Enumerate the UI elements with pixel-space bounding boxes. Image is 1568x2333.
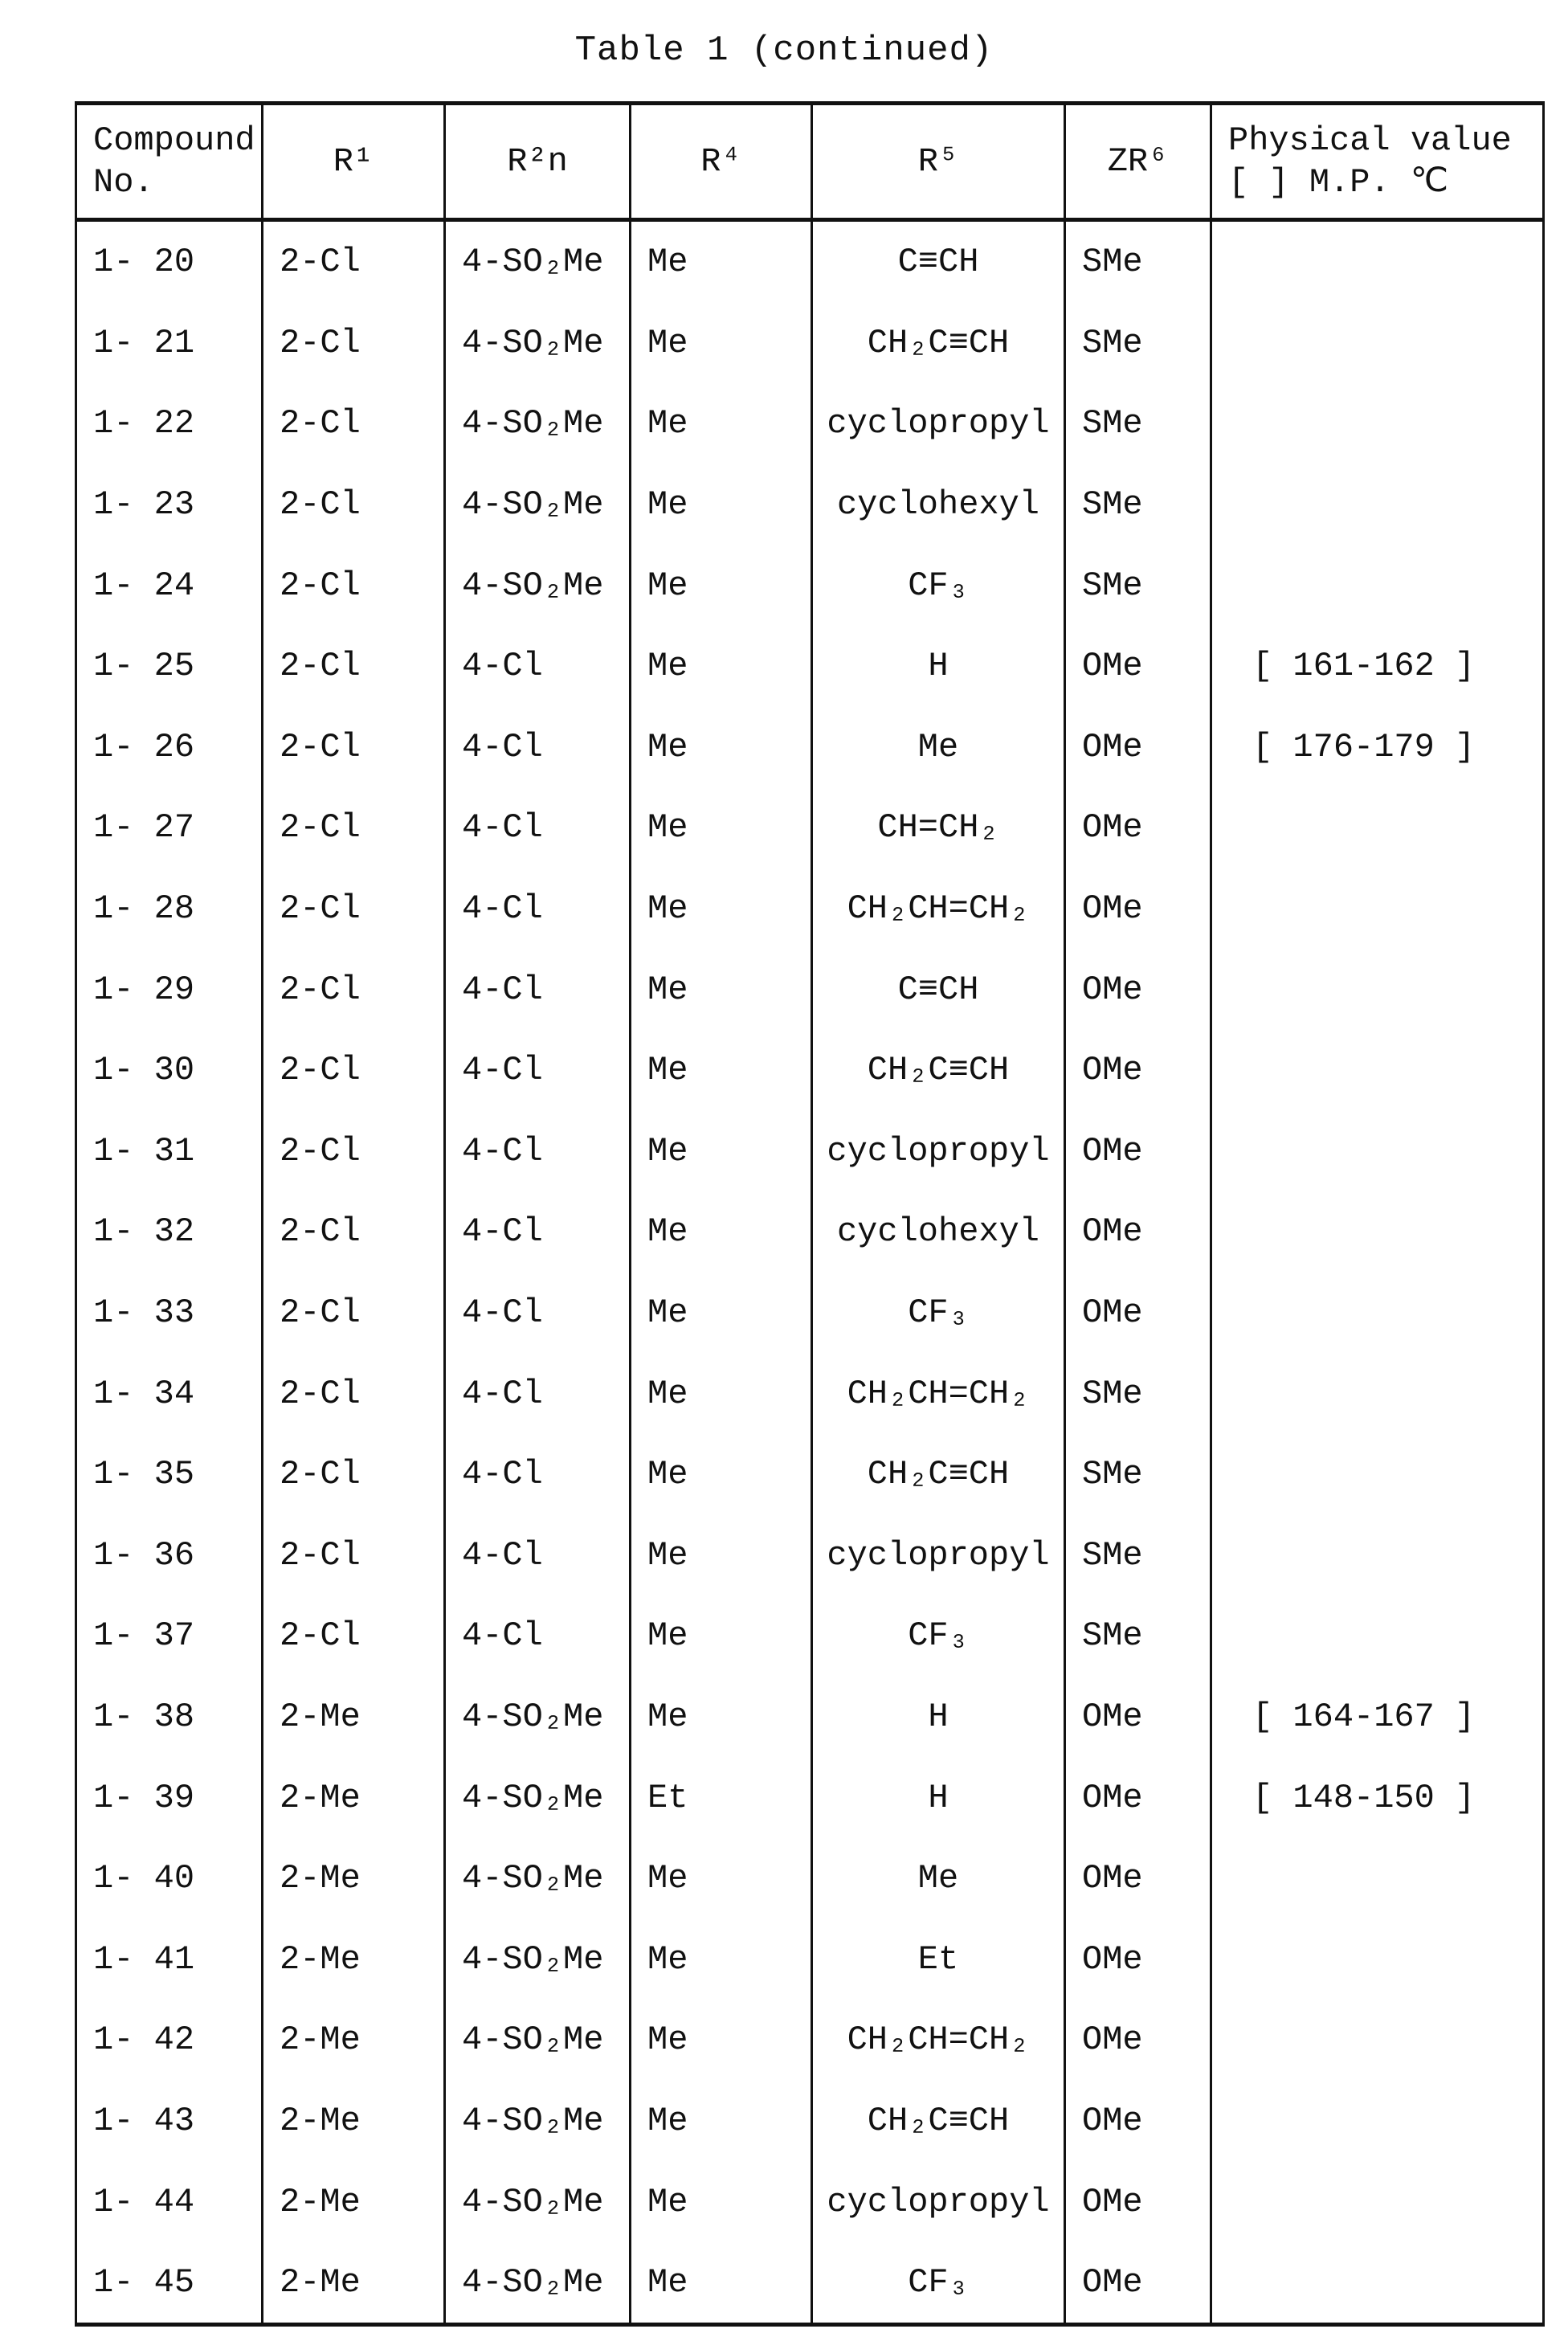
cell-physical-value bbox=[1211, 1596, 1544, 1677]
cell-r5: H bbox=[812, 626, 1065, 707]
table-row bbox=[76, 1918, 1544, 2000]
cell-r4: Me bbox=[631, 1273, 812, 1354]
cell-r1: 2-Me bbox=[263, 2081, 445, 2162]
table-row bbox=[76, 1515, 1544, 1596]
cell-r1: 2-Me bbox=[263, 1918, 445, 2000]
cell-r4: Me bbox=[631, 2161, 812, 2242]
cell-r5: CH₂C≡CH bbox=[812, 1434, 1065, 1515]
table-row bbox=[76, 303, 1544, 384]
cell-compound-no: 1- 38 bbox=[76, 1677, 263, 1758]
table-row bbox=[76, 868, 1544, 950]
cell-r1: 2-Me bbox=[263, 1838, 445, 1919]
table-row bbox=[76, 2081, 1544, 2162]
table-row bbox=[76, 1030, 1544, 1111]
cell-r5: cyclohexyl bbox=[812, 1191, 1065, 1273]
cell-r5: C≡CH bbox=[812, 949, 1065, 1030]
cell-r1: 2-Cl bbox=[263, 868, 445, 950]
table-row bbox=[76, 707, 1544, 788]
header-row bbox=[76, 104, 1544, 220]
cell-compound-no: 1- 42 bbox=[76, 2000, 263, 2081]
cell-r5: CH₂CH=CH₂ bbox=[812, 1353, 1065, 1434]
cell-r2n: 4-Cl bbox=[445, 868, 631, 950]
table-row bbox=[76, 2000, 1544, 2081]
cell-r4: Me bbox=[631, 1111, 812, 1192]
cell-r4: Me bbox=[631, 464, 812, 545]
cell-physical-value bbox=[1211, 1191, 1544, 1273]
table-row bbox=[76, 1838, 1544, 1919]
cell-r4: Me bbox=[631, 626, 812, 707]
table-row bbox=[76, 220, 1544, 303]
cell-compound-no: 1- 45 bbox=[76, 2242, 263, 2325]
cell-physical-value: [ 176-179 ] bbox=[1211, 707, 1544, 788]
cell-compound-no: 1- 33 bbox=[76, 1273, 263, 1354]
cell-r1: 2-Cl bbox=[263, 949, 445, 1030]
cell-zr6: OMe bbox=[1065, 1191, 1211, 1273]
cell-r4: Me bbox=[631, 1353, 812, 1434]
cell-r5: H bbox=[812, 1757, 1065, 1838]
table-row bbox=[76, 949, 1544, 1030]
cell-physical-value bbox=[1211, 868, 1544, 950]
cell-r5: cyclopropyl bbox=[812, 1111, 1065, 1192]
cell-r2n: 4-SO₂Me bbox=[445, 220, 631, 303]
table-row bbox=[76, 1434, 1544, 1515]
cell-physical-value bbox=[1211, 1515, 1544, 1596]
cell-compound-no: 1- 23 bbox=[76, 464, 263, 545]
cell-compound-no: 1- 44 bbox=[76, 2161, 263, 2242]
cell-r2n: 4-Cl bbox=[445, 787, 631, 868]
cell-zr6: OMe bbox=[1065, 2161, 1211, 2242]
cell-zr6: OMe bbox=[1065, 949, 1211, 1030]
cell-zr6: OMe bbox=[1065, 626, 1211, 707]
cell-compound-no: 1- 28 bbox=[76, 868, 263, 950]
cell-r2n: 4-Cl bbox=[445, 1111, 631, 1192]
cell-r1: 2-Cl bbox=[263, 707, 445, 788]
cell-r5: CF₃ bbox=[812, 1273, 1065, 1354]
cell-r5: CF₃ bbox=[812, 2242, 1065, 2325]
cell-r1: 2-Cl bbox=[263, 545, 445, 626]
cell-physical-value: [ 164-167 ] bbox=[1211, 1677, 1544, 1758]
cell-physical-value: [ 148-150 ] bbox=[1211, 1757, 1544, 1838]
cell-r5: cyclopropyl bbox=[812, 1515, 1065, 1596]
cell-compound-no: 1- 24 bbox=[76, 545, 263, 626]
header-r5: R⁵ bbox=[812, 104, 1065, 220]
cell-compound-no: 1- 40 bbox=[76, 1838, 263, 1919]
cell-compound-no: 1- 32 bbox=[76, 1191, 263, 1273]
header-compound-no: Compound No. bbox=[76, 104, 263, 220]
cell-r2n: 4-SO₂Me bbox=[445, 1918, 631, 2000]
cell-r5: cyclopropyl bbox=[812, 2161, 1065, 2242]
cell-r4: Me bbox=[631, 303, 812, 384]
cell-r1: 2-Cl bbox=[263, 1353, 445, 1434]
table-row bbox=[76, 1596, 1544, 1677]
cell-r4: Me bbox=[631, 707, 812, 788]
cell-r2n: 4-SO₂Me bbox=[445, 545, 631, 626]
cell-r5: CF₃ bbox=[812, 1596, 1065, 1677]
cell-zr6: OMe bbox=[1065, 787, 1211, 868]
cell-compound-no: 1- 35 bbox=[76, 1434, 263, 1515]
cell-compound-no: 1- 27 bbox=[76, 787, 263, 868]
cell-r5: CH₂CH=CH₂ bbox=[812, 868, 1065, 950]
header-r2n: R²n bbox=[445, 104, 631, 220]
header-r4: R⁴ bbox=[631, 104, 812, 220]
cell-physical-value bbox=[1211, 1111, 1544, 1192]
cell-zr6: OMe bbox=[1065, 1838, 1211, 1919]
cell-r2n: 4-Cl bbox=[445, 1030, 631, 1111]
cell-r2n: 4-Cl bbox=[445, 1515, 631, 1596]
cell-r4: Me bbox=[631, 1677, 812, 1758]
cell-compound-no: 1- 37 bbox=[76, 1596, 263, 1677]
cell-r4: Me bbox=[631, 383, 812, 464]
cell-r5: Et bbox=[812, 1918, 1065, 2000]
cell-r2n: 4-SO₂Me bbox=[445, 303, 631, 384]
header-physical-value: Physical value [ ] M.P. ℃ bbox=[1211, 104, 1544, 220]
cell-r5: cyclohexyl bbox=[812, 464, 1065, 545]
cell-physical-value bbox=[1211, 1030, 1544, 1111]
cell-r1: 2-Cl bbox=[263, 464, 445, 545]
table-row bbox=[76, 1111, 1544, 1192]
cell-physical-value bbox=[1211, 1434, 1544, 1515]
cell-r2n: 4-SO₂Me bbox=[445, 2242, 631, 2325]
compound-table bbox=[75, 101, 1545, 2327]
table-row bbox=[76, 1677, 1544, 1758]
cell-compound-no: 1- 20 bbox=[76, 220, 263, 303]
cell-physical-value bbox=[1211, 2161, 1544, 2242]
cell-r1: 2-Me bbox=[263, 2161, 445, 2242]
cell-r2n: 4-Cl bbox=[445, 949, 631, 1030]
cell-r2n: 4-SO₂Me bbox=[445, 383, 631, 464]
cell-r4: Me bbox=[631, 787, 812, 868]
cell-r1: 2-Me bbox=[263, 2000, 445, 2081]
table-row bbox=[76, 1191, 1544, 1273]
cell-r4: Me bbox=[631, 1596, 812, 1677]
cell-zr6: OMe bbox=[1065, 2000, 1211, 2081]
cell-r2n: 4-SO₂Me bbox=[445, 1838, 631, 1919]
cell-zr6: SMe bbox=[1065, 383, 1211, 464]
cell-compound-no: 1- 31 bbox=[76, 1111, 263, 1192]
cell-zr6: SMe bbox=[1065, 1434, 1211, 1515]
cell-zr6: SMe bbox=[1065, 1353, 1211, 1434]
cell-r5: CF₃ bbox=[812, 545, 1065, 626]
cell-compound-no: 1- 25 bbox=[76, 626, 263, 707]
cell-physical-value bbox=[1211, 220, 1544, 303]
cell-physical-value bbox=[1211, 545, 1544, 626]
cell-physical-value bbox=[1211, 2081, 1544, 2162]
cell-physical-value bbox=[1211, 2000, 1544, 2081]
cell-zr6: OMe bbox=[1065, 1111, 1211, 1192]
cell-r5: Me bbox=[812, 707, 1065, 788]
table-row bbox=[76, 545, 1544, 626]
cell-r1: 2-Cl bbox=[263, 1030, 445, 1111]
cell-r4: Me bbox=[631, 868, 812, 950]
cell-physical-value bbox=[1211, 787, 1544, 868]
cell-r4: Me bbox=[631, 1838, 812, 1919]
cell-r4: Me bbox=[631, 1030, 812, 1111]
cell-physical-value bbox=[1211, 1353, 1544, 1434]
cell-zr6: OMe bbox=[1065, 707, 1211, 788]
table-row bbox=[76, 464, 1544, 545]
table-row bbox=[76, 383, 1544, 464]
cell-r4: Me bbox=[631, 2242, 812, 2325]
cell-r1: 2-Cl bbox=[263, 1191, 445, 1273]
cell-r2n: 4-SO₂Me bbox=[445, 2161, 631, 2242]
cell-compound-no: 1- 43 bbox=[76, 2081, 263, 2162]
cell-zr6: OMe bbox=[1065, 2242, 1211, 2325]
cell-r5: CH₂C≡CH bbox=[812, 303, 1065, 384]
cell-r1: 2-Cl bbox=[263, 1596, 445, 1677]
table-row bbox=[76, 1353, 1544, 1434]
cell-r4: Me bbox=[631, 949, 812, 1030]
cell-r2n: 4-Cl bbox=[445, 1353, 631, 1434]
cell-physical-value bbox=[1211, 1273, 1544, 1354]
cell-r4: Et bbox=[631, 1757, 812, 1838]
cell-r4: Me bbox=[631, 220, 812, 303]
cell-r5: cyclopropyl bbox=[812, 383, 1065, 464]
cell-compound-no: 1- 21 bbox=[76, 303, 263, 384]
cell-r4: Me bbox=[631, 2081, 812, 2162]
cell-r1: 2-Cl bbox=[263, 1111, 445, 1192]
cell-r5: H bbox=[812, 1677, 1065, 1758]
header-r1: R¹ bbox=[263, 104, 445, 220]
cell-zr6: SMe bbox=[1065, 464, 1211, 545]
cell-compound-no: 1- 30 bbox=[76, 1030, 263, 1111]
cell-r5: CH=CH₂ bbox=[812, 787, 1065, 868]
cell-r4: Me bbox=[631, 1515, 812, 1596]
cell-r2n: 4-Cl bbox=[445, 626, 631, 707]
cell-r2n: 4-SO₂Me bbox=[445, 1677, 631, 1758]
cell-physical-value bbox=[1211, 1918, 1544, 2000]
cell-r1: 2-Cl bbox=[263, 787, 445, 868]
cell-r1: 2-Cl bbox=[263, 1434, 445, 1515]
cell-compound-no: 1- 26 bbox=[76, 707, 263, 788]
cell-r4: Me bbox=[631, 1918, 812, 2000]
cell-r2n: 4-Cl bbox=[445, 1191, 631, 1273]
cell-r1: 2-Cl bbox=[263, 383, 445, 464]
cell-compound-no: 1- 36 bbox=[76, 1515, 263, 1596]
cell-r4: Me bbox=[631, 1434, 812, 1515]
cell-r5: Me bbox=[812, 1838, 1065, 1919]
cell-physical-value bbox=[1211, 2242, 1544, 2325]
table-row bbox=[76, 1757, 1544, 1838]
cell-zr6: OMe bbox=[1065, 1757, 1211, 1838]
cell-compound-no: 1- 39 bbox=[76, 1757, 263, 1838]
cell-zr6: SMe bbox=[1065, 1515, 1211, 1596]
cell-r2n: 4-SO₂Me bbox=[445, 464, 631, 545]
cell-zr6: OMe bbox=[1065, 1918, 1211, 2000]
table-row bbox=[76, 2242, 1544, 2325]
cell-compound-no: 1- 22 bbox=[76, 383, 263, 464]
cell-r1: 2-Cl bbox=[263, 220, 445, 303]
cell-r5: C≡CH bbox=[812, 220, 1065, 303]
cell-zr6: SMe bbox=[1065, 1596, 1211, 1677]
cell-r4: Me bbox=[631, 2000, 812, 2081]
cell-compound-no: 1- 29 bbox=[76, 949, 263, 1030]
cell-zr6: OMe bbox=[1065, 868, 1211, 950]
cell-physical-value bbox=[1211, 383, 1544, 464]
table-title: Table 1 (continued) bbox=[0, 31, 1568, 71]
cell-zr6: OMe bbox=[1065, 1677, 1211, 1758]
cell-physical-value bbox=[1211, 464, 1544, 545]
cell-r5: CH₂CH=CH₂ bbox=[812, 2000, 1065, 2081]
table-row bbox=[76, 626, 1544, 707]
table-row bbox=[76, 2161, 1544, 2242]
cell-r5: CH₂C≡CH bbox=[812, 2081, 1065, 2162]
cell-zr6: SMe bbox=[1065, 303, 1211, 384]
cell-r4: Me bbox=[631, 1191, 812, 1273]
cell-physical-value bbox=[1211, 1838, 1544, 1919]
cell-physical-value: [ 161-162 ] bbox=[1211, 626, 1544, 707]
cell-r1: 2-Me bbox=[263, 1677, 445, 1758]
cell-r1: 2-Cl bbox=[263, 303, 445, 384]
table-row bbox=[76, 787, 1544, 868]
cell-r1: 2-Cl bbox=[263, 626, 445, 707]
cell-physical-value bbox=[1211, 303, 1544, 384]
cell-zr6: SMe bbox=[1065, 545, 1211, 626]
cell-r1: 2-Me bbox=[263, 2242, 445, 2325]
cell-r2n: 4-Cl bbox=[445, 1596, 631, 1677]
header-zr6: ZR⁶ bbox=[1065, 104, 1211, 220]
cell-r2n: 4-SO₂Me bbox=[445, 1757, 631, 1838]
cell-r2n: 4-SO₂Me bbox=[445, 2000, 631, 2081]
cell-r2n: 4-Cl bbox=[445, 1434, 631, 1515]
cell-r1: 2-Cl bbox=[263, 1515, 445, 1596]
cell-r4: Me bbox=[631, 545, 812, 626]
cell-zr6: OMe bbox=[1065, 1273, 1211, 1354]
cell-r1: 2-Me bbox=[263, 1757, 445, 1838]
cell-compound-no: 1- 41 bbox=[76, 1918, 263, 2000]
cell-r1: 2-Cl bbox=[263, 1273, 445, 1354]
table-row bbox=[76, 1273, 1544, 1354]
cell-r2n: 4-SO₂Me bbox=[445, 2081, 631, 2162]
cell-physical-value bbox=[1211, 949, 1544, 1030]
cell-zr6: SMe bbox=[1065, 220, 1211, 303]
cell-zr6: OMe bbox=[1065, 1030, 1211, 1111]
cell-r2n: 4-Cl bbox=[445, 707, 631, 788]
cell-r5: CH₂C≡CH bbox=[812, 1030, 1065, 1111]
cell-r2n: 4-Cl bbox=[445, 1273, 631, 1354]
cell-compound-no: 1- 34 bbox=[76, 1353, 263, 1434]
cell-zr6: OMe bbox=[1065, 2081, 1211, 2162]
